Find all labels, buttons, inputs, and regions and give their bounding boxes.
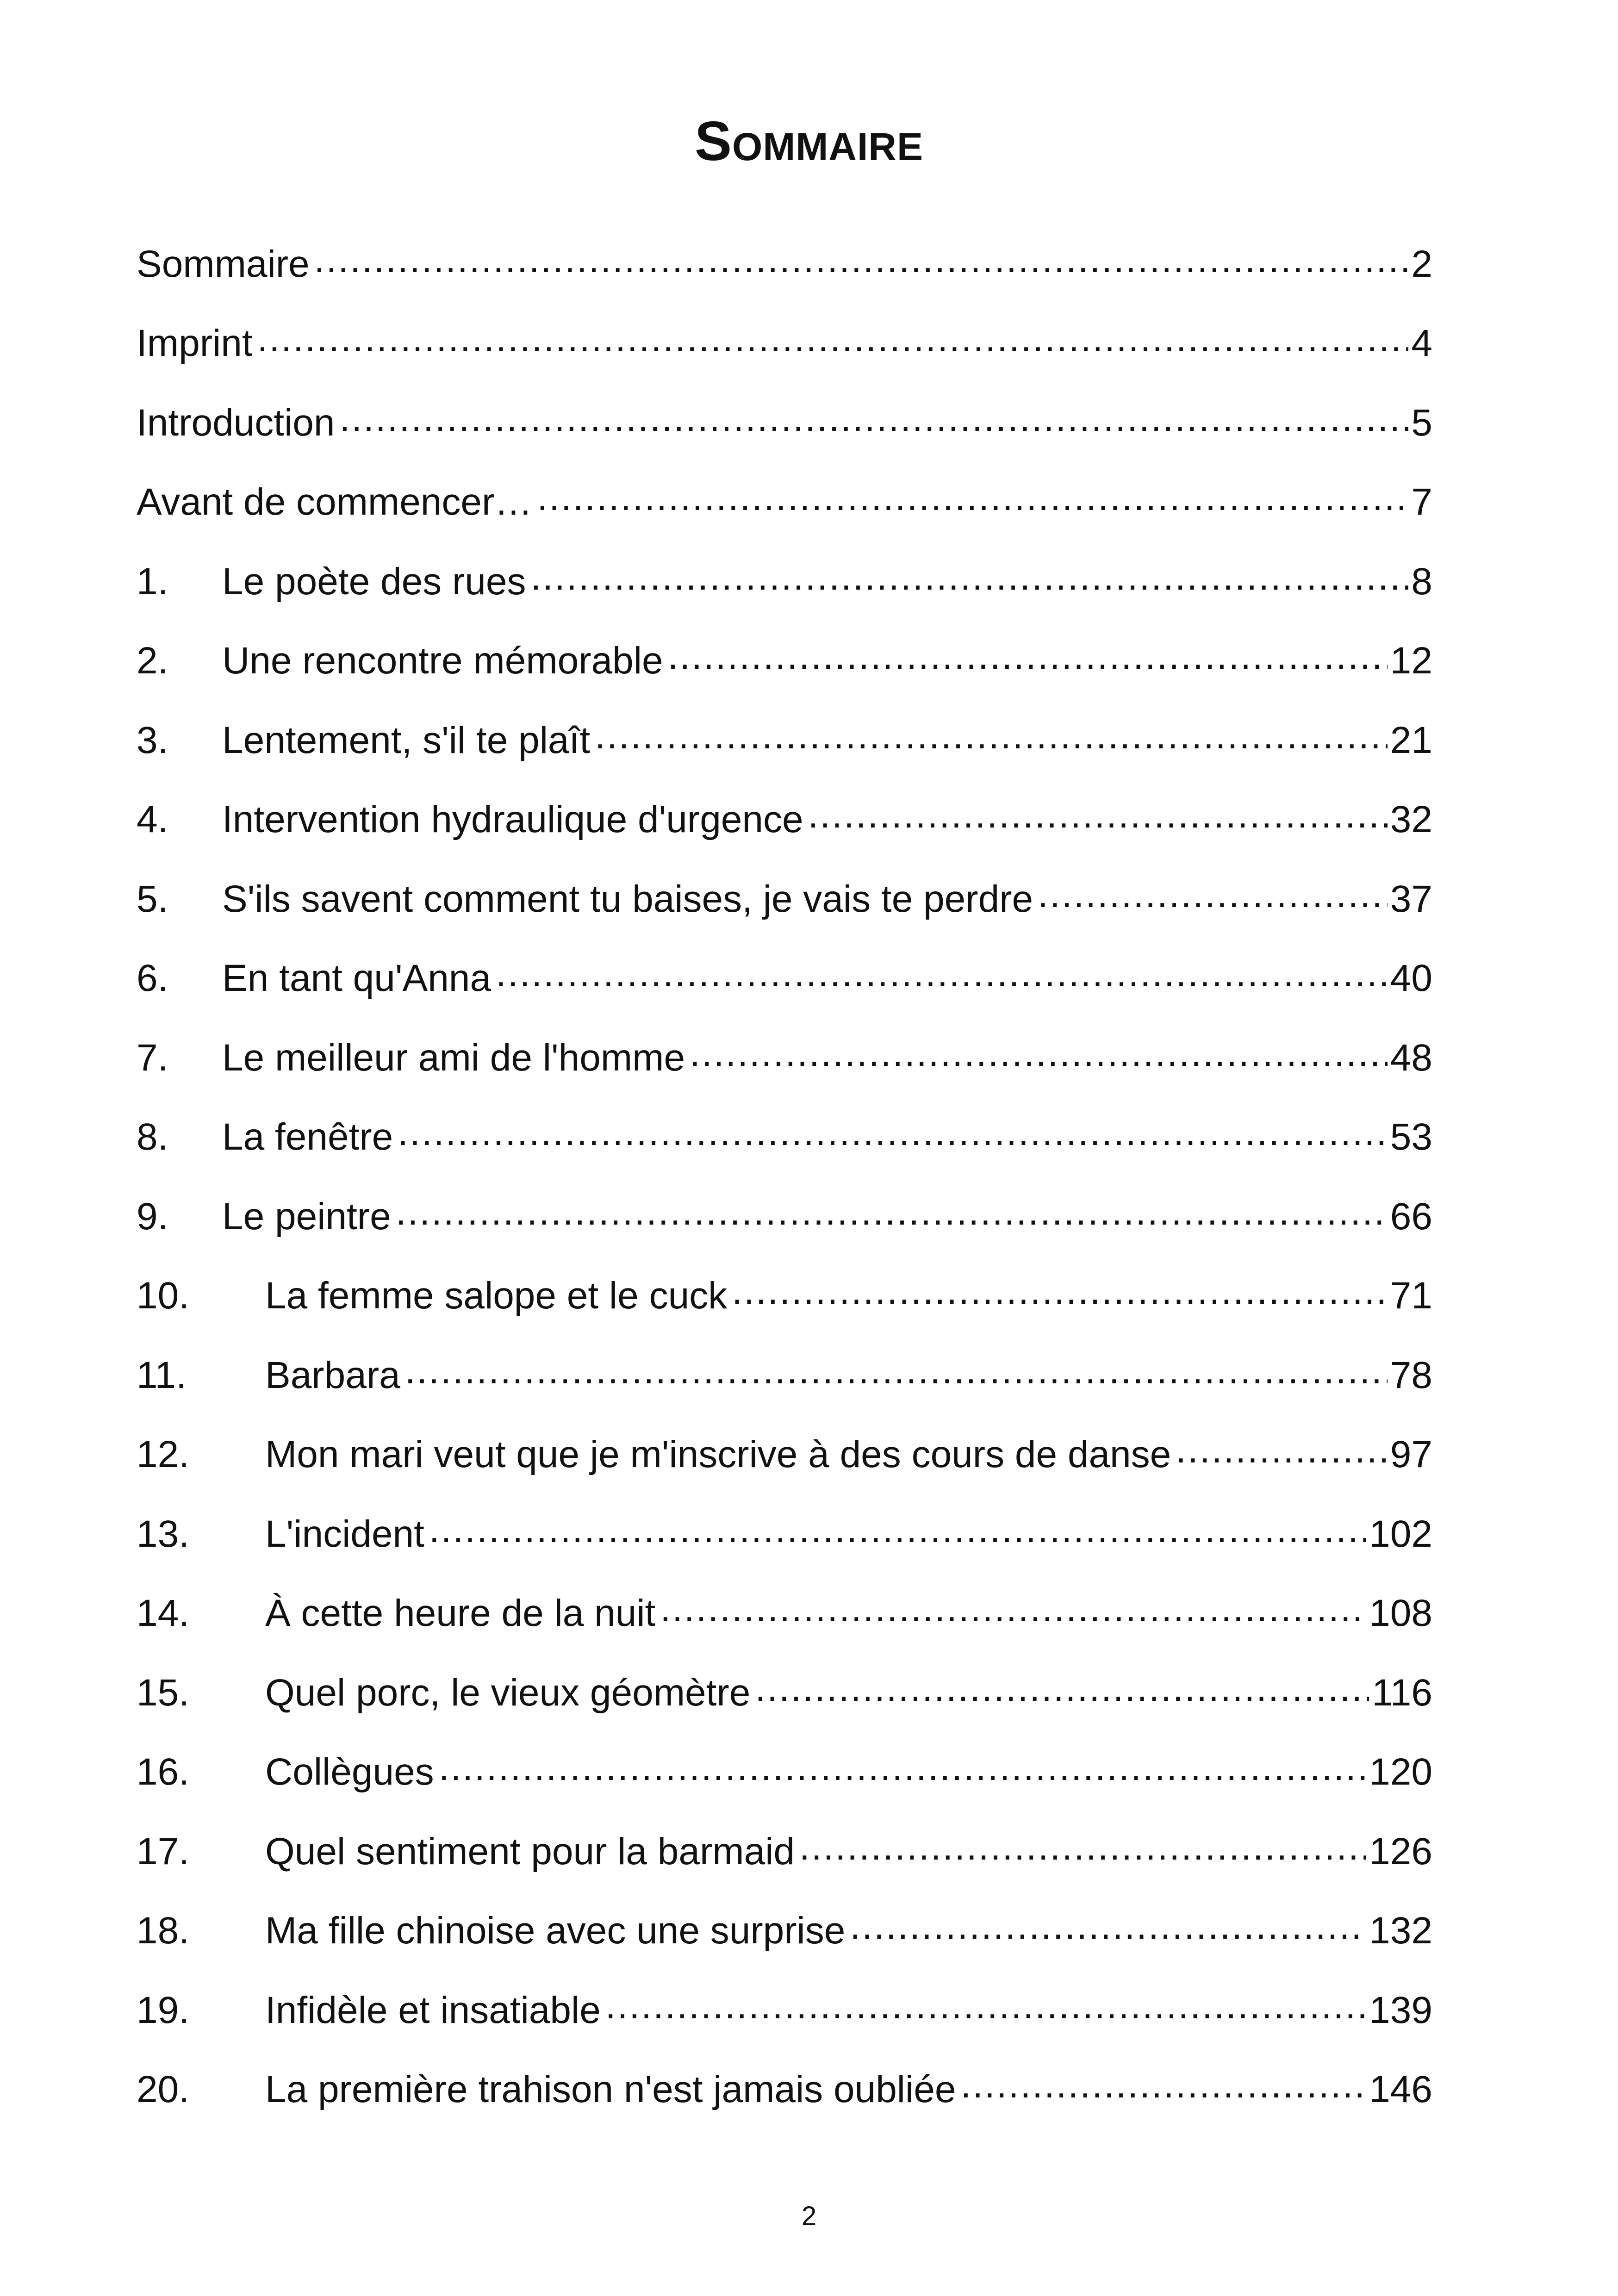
toc-entry[interactable] [137,1177,1432,1257]
toc-entry[interactable] [137,542,1432,622]
toc-entry[interactable] [137,1415,1432,1495]
toc-entry[interactable] [137,304,1432,384]
toc-entry-number: 10. [137,1275,189,1317]
toc-entry-page-number: 146 [1369,2068,1432,2111]
toc-entry-title: Mon mari veut que je m'inscrive à des cours de danse [265,1433,1171,1476]
toc-entry-title: Barbara [265,1354,400,1396]
toc-entry-page-number: 21 [1390,719,1432,761]
toc-entry-title: Collègues [265,1751,434,1793]
toc-entry-page-number: 8 [1411,560,1432,603]
toc-dot-leader [340,404,1409,442]
toc-dot-leader [537,483,1408,521]
toc-entry[interactable] [137,1733,1432,1812]
toc-entry-number: 8. [137,1116,168,1158]
toc-entry-title: La première trahison n'est jamais oubliée [265,2068,956,2111]
toc-entry[interactable] [137,1018,1432,1098]
toc-entry-title: L'incident [265,1512,424,1555]
toc-dot-leader [530,563,1408,601]
toc-entry-page-number: 32 [1390,798,1432,841]
toc-entry-number: 14. [137,1592,189,1635]
toc-entry[interactable] [137,1336,1432,1415]
toc-entry-title: Intervention hydraulique d'urgence [222,798,803,841]
toc-entry-title: Ma fille chinoise avec une surprise [265,1910,846,1952]
toc-entry-title: En tant qu'Anna [222,957,492,1000]
toc-entry-page-number: 78 [1390,1354,1432,1396]
toc-dot-leader [429,1515,1366,1553]
toc-entry[interactable] [137,224,1432,304]
toc-entry-page-number: 97 [1390,1433,1432,1476]
toc-entry-page-number: 71 [1390,1275,1432,1317]
toc-dot-leader [668,642,1388,680]
toc-entry[interactable] [137,701,1432,780]
toc-entry-number: 13. [137,1512,189,1555]
toc-entry-page-number: 40 [1390,957,1432,1000]
toc-entry-page-number: 7 [1411,481,1432,523]
toc-entry-page-number: 2 [1411,243,1432,285]
toc-entry[interactable] [137,463,1432,542]
toc-entry[interactable] [137,2050,1432,2130]
toc-entry-page-number: 12 [1390,640,1432,682]
toc-entry-number: 4. [137,798,168,841]
toc-dot-leader [799,1833,1366,1871]
toc-entry-title: Infidèle et insatiable [265,1989,601,2031]
toc-entry-number: 19. [137,1989,189,2031]
toc-entry-number: 15. [137,1671,189,1714]
toc-entry-title: S'ils savent comment tu baises, je vais te perdre [222,877,1033,920]
toc-entry-title: Lentement, s'il te plaît [222,719,591,761]
toc-entry-number: 17. [137,1830,189,1873]
toc-dot-leader [808,801,1388,839]
toc-entry-page-number: 139 [1369,1989,1432,2031]
toc-entry-title: Avant de commencer… [137,481,533,523]
toc-entry[interactable] [137,1892,1432,1971]
toc-dot-leader [960,2071,1366,2109]
toc-entry[interactable] [137,859,1432,939]
toc-dot-leader [690,1039,1388,1077]
toc-entry-title: Le meilleur ami de l'homme [222,1036,685,1079]
toc-entry-title: Quel sentiment pour la barmaid [265,1830,795,1873]
toc-entry-number: 18. [137,1910,189,1952]
toc-entry-number: 20. [137,2068,189,2111]
toc-entry-page-number: 116 [1372,1671,1432,1714]
toc-dot-leader [850,1912,1366,1950]
toc-entry-number: 1. [137,560,168,603]
toc-entry-title: Sommaire [137,243,310,285]
toc-entry-number: 9. [137,1195,168,1238]
toc-entry-title: Quel porc, le vieux géomètre [265,1671,751,1714]
toc-entry-number: 3. [137,719,168,761]
toc-entry-number: 2. [137,640,168,682]
toc-entry-number: 12. [137,1433,189,1476]
toc-entry-title: À cette heure de la nuit [265,1592,656,1635]
toc-entry-title: Imprint [137,322,253,365]
page-title [0,110,1618,172]
toc-entry-title: La fenêtre [222,1116,393,1158]
toc-entry-number: 6. [137,957,168,1000]
toc-entry[interactable] [137,1494,1432,1574]
toc-entry-number: 7. [137,1036,168,1079]
toc-entry[interactable] [137,1098,1432,1177]
toc-entry-page-number: 132 [1369,1910,1432,1952]
toc-dot-leader [314,245,1409,283]
toc-entry-page-number: 102 [1369,1512,1432,1555]
toc-entry[interactable] [137,1653,1432,1733]
page-title-text: Sommaire [694,110,923,172]
toc-entry-page-number: 108 [1369,1592,1432,1635]
toc-dot-leader [496,959,1388,997]
toc-entry-title: La femme salope et le cuck [265,1275,728,1317]
toc-dot-leader [595,722,1388,759]
toc-entry-page-number: 120 [1369,1751,1432,1793]
toc-entry[interactable] [137,939,1432,1019]
toc-entry[interactable] [137,1257,1432,1336]
toc-entry-page-number: 126 [1369,1830,1432,1873]
toc-dot-leader [1038,880,1388,918]
toc-entry-page-number: 4 [1411,322,1432,365]
toc-entry-title: Le poète des rues [222,560,526,603]
toc-entry-number: 11. [137,1354,187,1396]
toc-dot-leader [405,1356,1388,1394]
toc-entry-title: Introduction [137,401,335,444]
toc-entry-number: 5. [137,877,168,920]
toc-entry[interactable] [137,1812,1432,1892]
toc-dot-leader [1176,1436,1388,1474]
toc-entry[interactable] [137,383,1432,463]
toc-dot-leader [257,324,1409,362]
toc-dot-leader [396,1198,1388,1236]
toc-entry[interactable] [137,622,1432,701]
toc-dot-leader [755,1674,1369,1712]
toc-entry-page-number: 37 [1390,877,1432,920]
toc-entry-title: Une rencontre mémorable [222,640,663,682]
toc-dot-leader [660,1594,1366,1632]
toc-dot-leader [732,1277,1388,1315]
toc-dot-leader [605,1991,1366,2029]
toc-entry[interactable] [137,780,1432,860]
toc-entry-page-number: 53 [1390,1116,1432,1158]
toc-entry[interactable] [137,1971,1432,2050]
table-of-contents [137,224,1432,2129]
toc-entry-page-number: 66 [1390,1195,1432,1238]
toc-dot-leader [398,1118,1388,1156]
toc-entry-number: 16. [137,1751,189,1793]
toc-dot-leader [439,1753,1366,1791]
toc-entry-page-number: 5 [1411,401,1432,444]
toc-entry-title: Le peintre [222,1195,391,1238]
page-number-footer: 2 [801,2201,817,2231]
toc-entry-page-number: 48 [1390,1036,1432,1079]
toc-entry[interactable] [137,1574,1432,1654]
